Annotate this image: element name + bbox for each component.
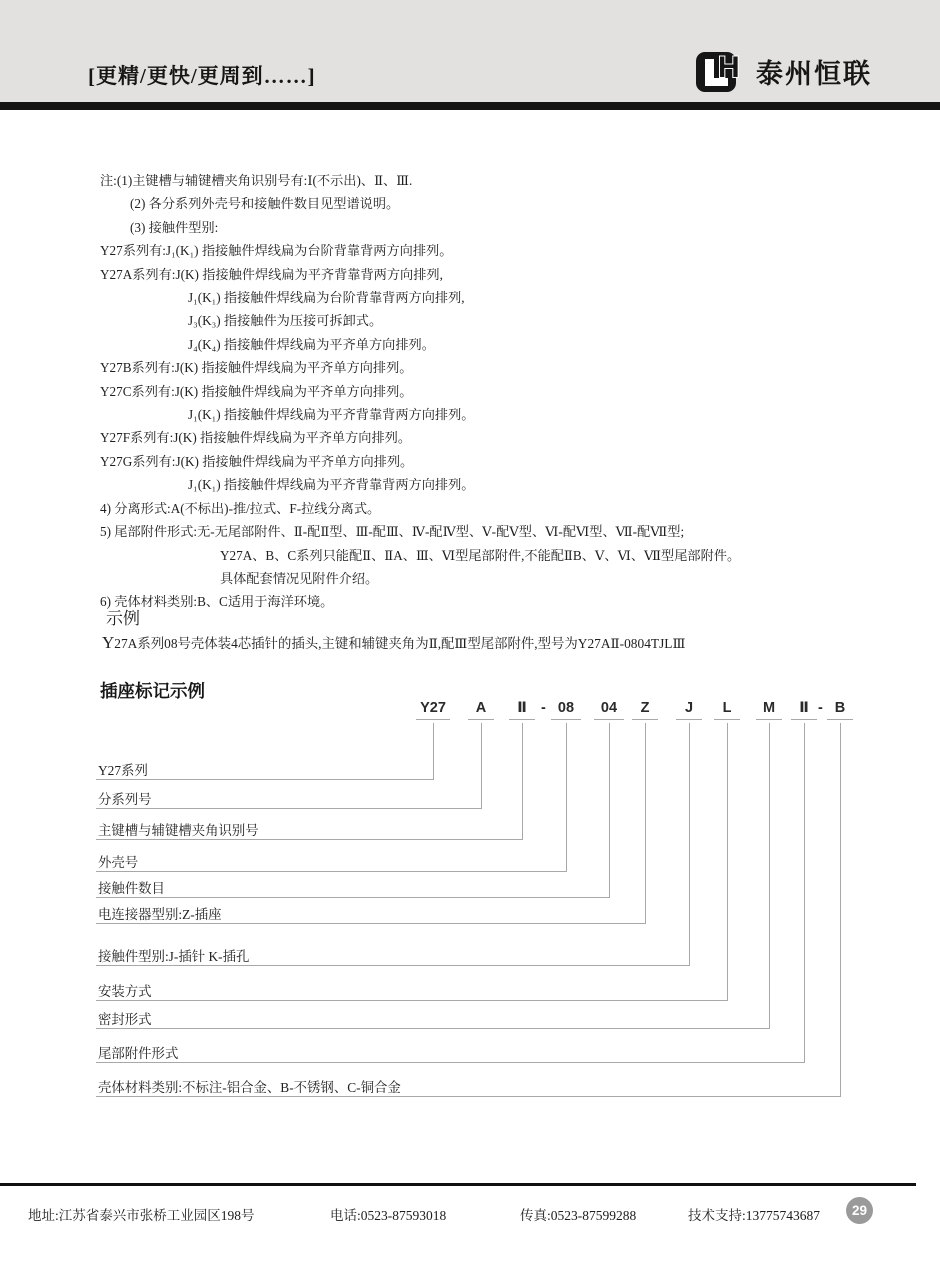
code-token: Ⅱ bbox=[791, 700, 817, 720]
diagram-label: 壳体材料类别:不标注-铝合金、B-不锈钢、C-铜合金 bbox=[98, 1080, 401, 1095]
diagram-label: 外壳号 bbox=[98, 855, 139, 870]
note-line: (2) 各分系列外壳号和接触件数目见型谱说明。 bbox=[130, 196, 400, 212]
code-token: Y27 bbox=[416, 700, 450, 720]
footer-support: 技术支持:13775743687 bbox=[688, 1208, 821, 1223]
code-token: J bbox=[676, 700, 702, 720]
diagram-label: Y27系列 bbox=[98, 763, 148, 778]
connector-line bbox=[96, 723, 690, 966]
header-slogan: [更精/更快/更周到……] bbox=[88, 64, 316, 88]
connector-line bbox=[96, 723, 523, 840]
connector-line bbox=[96, 723, 567, 872]
note-line: J₃(K₃) 指接触件为压接可拆卸式。 bbox=[188, 313, 383, 329]
diagram-label: 分系列号 bbox=[98, 792, 152, 807]
note-line: (3) 接触件型别: bbox=[130, 219, 219, 235]
connector-line bbox=[96, 723, 805, 1063]
connector-line bbox=[96, 723, 610, 898]
marking-diagram-title: 插座标记示例 bbox=[100, 681, 205, 701]
example-heading: 示例 bbox=[106, 609, 140, 628]
connector-line bbox=[96, 723, 482, 809]
note-line: 4) 分离形式:A(不标出)-推/拉式、F-拉线分离式。 bbox=[100, 500, 381, 516]
code-token: Z bbox=[632, 700, 658, 720]
note-line: Y27A系列有:J(K) 指接触件焊线扁为平齐背靠背两方向排列, bbox=[100, 266, 443, 282]
note-line: J₁(K₁) 指接触件焊线扁为平齐背靠背两方向排列。 bbox=[188, 407, 475, 423]
connector-line bbox=[96, 723, 841, 1097]
note-line: Y27系列有:J₁(K₁) 指接触件焊线扁为台阶背靠背两方向排列。 bbox=[100, 243, 453, 259]
footer-address: 地址:江苏省泰兴市张桥工业园区198号 bbox=[28, 1208, 255, 1223]
footer-phone: 电话:0523-87593018 bbox=[330, 1208, 447, 1223]
note-line: J₁(K₁) 指接触件焊线扁为台阶背靠背两方向排列, bbox=[188, 290, 465, 306]
note-line: Y27F系列有:J(K) 指接触件焊线扁为平齐单方向排列。 bbox=[100, 430, 412, 446]
diagram-label: 电连接器型别:Z-插座 bbox=[98, 907, 222, 922]
diagram-label: 密封形式 bbox=[98, 1012, 152, 1027]
page-number-badge: 29 bbox=[846, 1197, 873, 1224]
note-line: Y27G系列有:J(K) 指接触件焊线扁为平齐单方向排列。 bbox=[100, 453, 414, 469]
code-token: 04 bbox=[594, 700, 624, 720]
svg-text:H: H bbox=[718, 51, 740, 84]
connector-line bbox=[96, 723, 646, 924]
note-line: Y27A、B、C系列只能配Ⅱ、ⅡA、Ⅲ、Ⅵ型尾部附件,不能配ⅡB、Ⅴ、Ⅵ、Ⅶ型尾部附件。 bbox=[220, 547, 741, 563]
code-token: M bbox=[756, 700, 782, 720]
footer-divider bbox=[0, 1183, 916, 1186]
diagram-label: 接触件型别:J-插针 K-插孔 bbox=[98, 949, 250, 964]
header bbox=[0, 0, 940, 102]
company-logo bbox=[696, 46, 872, 97]
code-token: A bbox=[468, 700, 494, 720]
footer bbox=[0, 1201, 940, 1231]
note-line: J₄(K₄) 指接触件焊线扁为平齐单方向排列。 bbox=[188, 336, 435, 352]
note-line: 具体配套情况见附件介绍。 bbox=[220, 570, 379, 586]
code-token: 08 bbox=[551, 700, 581, 720]
connector-line bbox=[96, 723, 434, 780]
connector-line bbox=[96, 723, 728, 1001]
note-line: Y27B系列有:J(K) 指接触件焊线扁为平齐单方向排列。 bbox=[100, 360, 413, 376]
diagram-label: 尾部附件形式 bbox=[98, 1046, 179, 1061]
code-token: L bbox=[714, 700, 740, 720]
note-line: J₁(K₁) 指接触件焊线扁为平齐背靠背两方向排列。 bbox=[188, 477, 475, 493]
footer-fax: 传真:0523-87599288 bbox=[520, 1208, 637, 1223]
diagram-label: 安装方式 bbox=[98, 984, 152, 999]
brand-name: 泰州恒联 bbox=[756, 59, 872, 89]
note-line: 注:(1)主键槽与辅键槽夹角识别号有:Ⅰ(不示出)、Ⅱ、Ⅲ. bbox=[100, 173, 413, 188]
code-separator: - bbox=[541, 700, 546, 716]
lh-logo-icon bbox=[696, 46, 748, 97]
header-divider-bar bbox=[0, 102, 940, 110]
note-line: 6) 壳体材料类别:B、C适用于海洋环境。 bbox=[100, 594, 334, 610]
diagram-label: 主键槽与辅键槽夹角识别号 bbox=[98, 823, 259, 838]
code-separator: - bbox=[818, 700, 823, 716]
code-token: Ⅱ bbox=[509, 700, 535, 720]
code-token: B bbox=[827, 700, 853, 720]
diagram-label: 接触件数目 bbox=[98, 881, 165, 896]
note-line: 5) 尾部附件形式:无-无尾部附件、Ⅱ-配Ⅱ型、Ⅲ-配Ⅲ、Ⅳ-配Ⅳ型、Ⅴ-配Ⅴ型、Ⅵ-配Ⅵ型、Ⅶ-配Ⅶ型; bbox=[100, 524, 685, 540]
connector-line bbox=[96, 723, 770, 1029]
note-line: Y27C系列有:J(K) 指接触件焊线扁为平齐单方向排列。 bbox=[100, 383, 413, 399]
example-text: Y27A系列08号壳体装4芯插针的插头,主键和辅键夹角为Ⅱ,配Ⅲ型尾部附件,型号为Y27AⅡ-0804TJLⅢ bbox=[102, 633, 686, 652]
notes-section bbox=[0, 169, 940, 614]
